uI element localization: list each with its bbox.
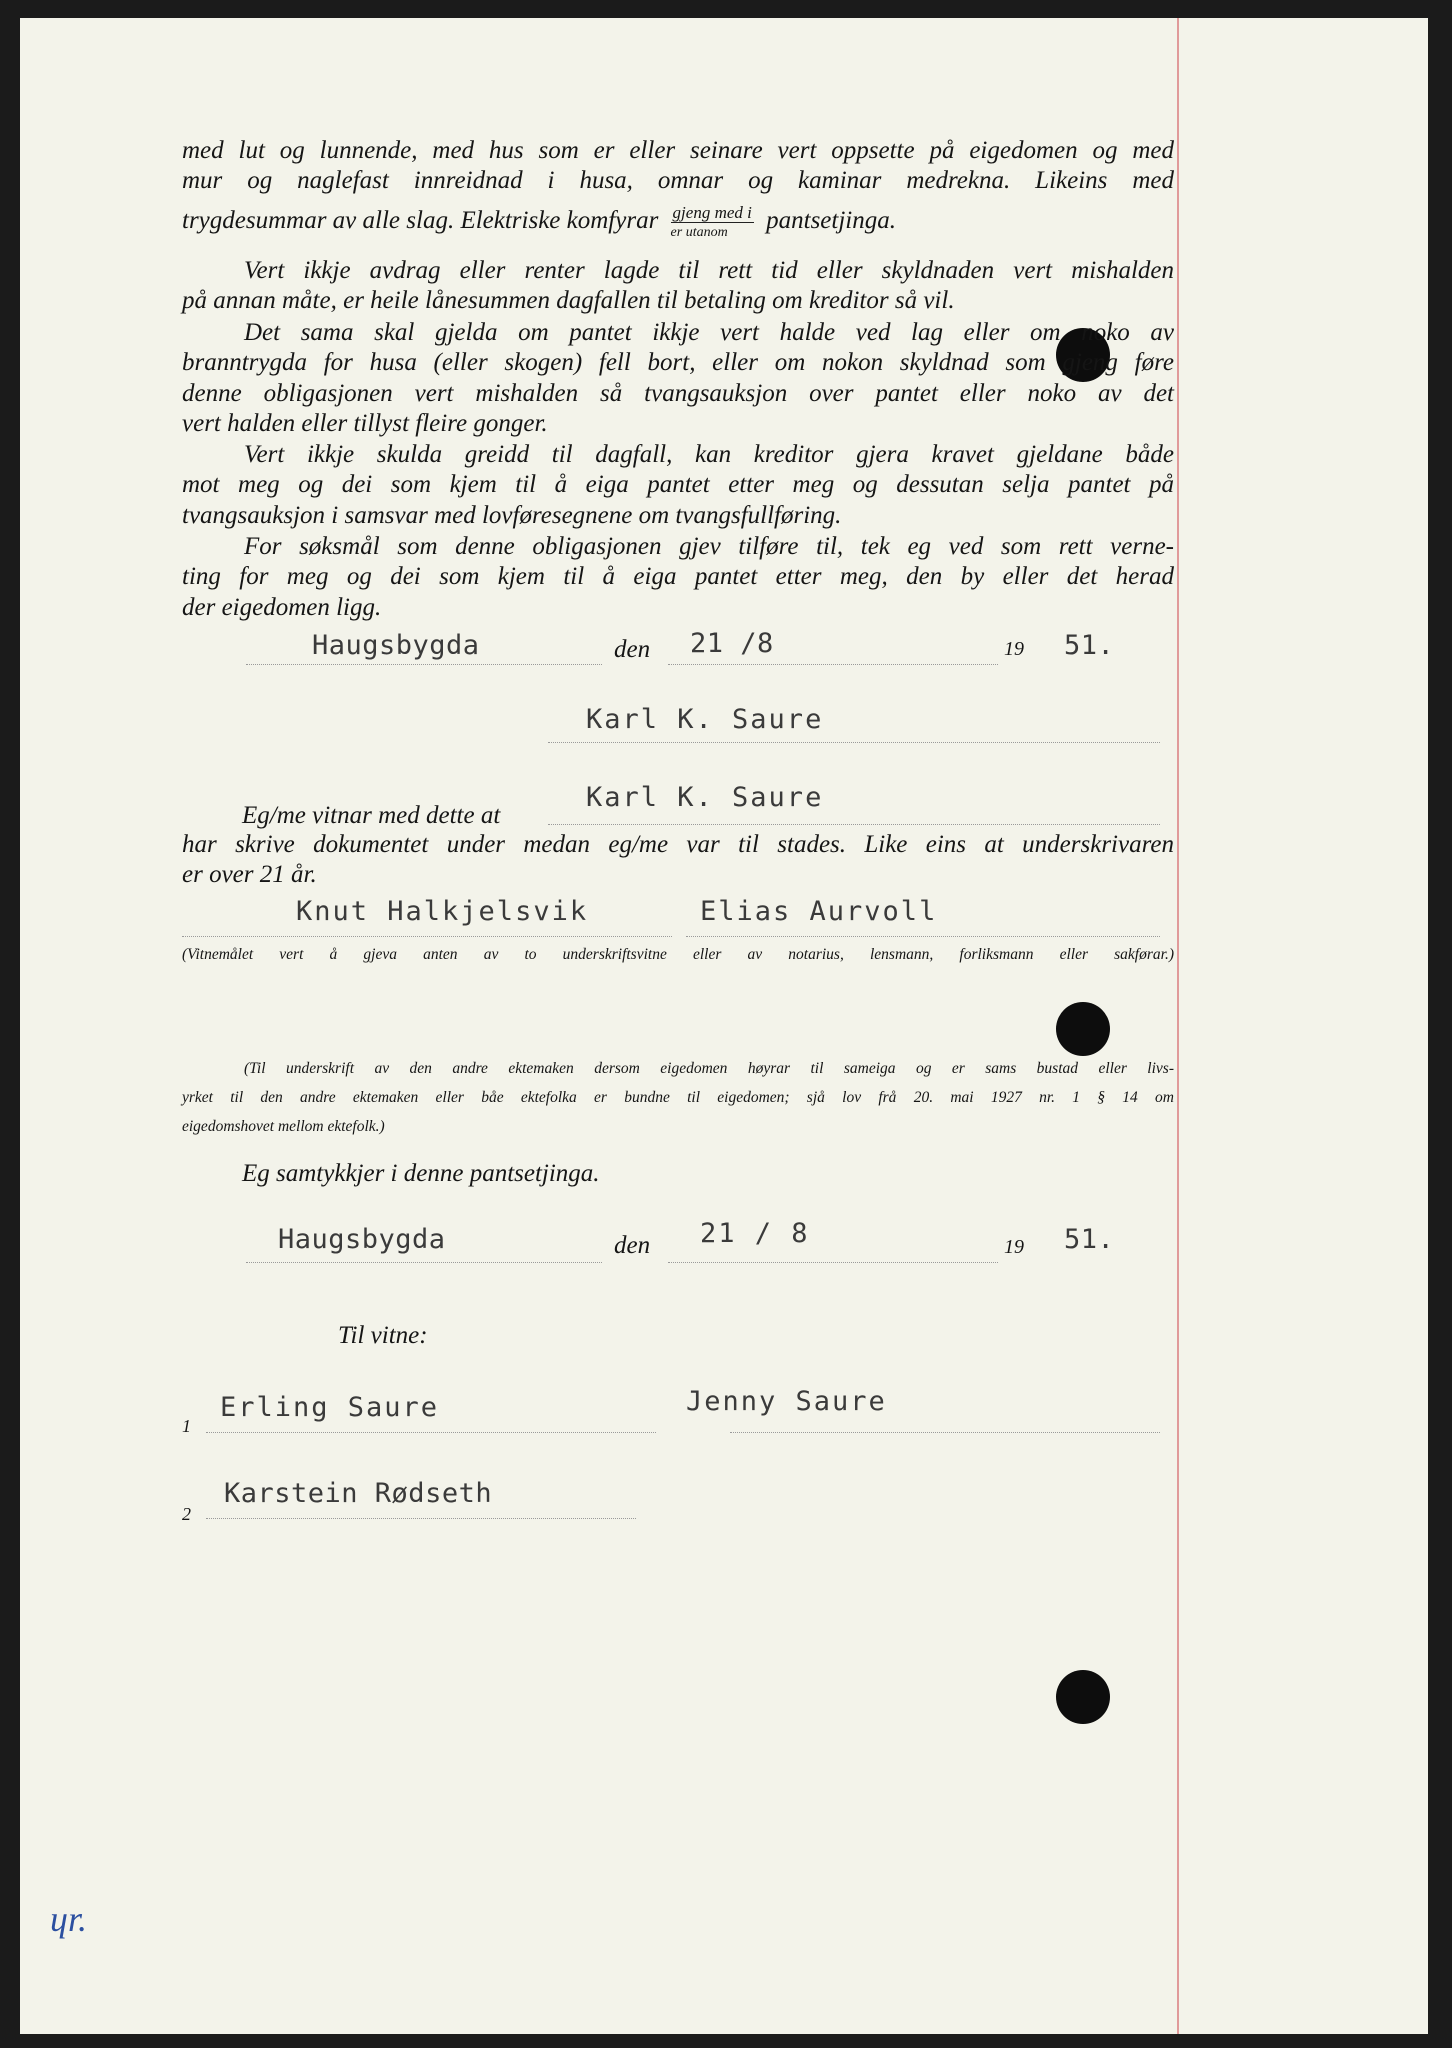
paragraph-2: Vert ikkje avdrag eller renter lagde til rett tid eller skyldnaden vert mishalden på annan måte, er heile lånesummen dagfallen til betaling om kreditor så vil. (182, 257, 1174, 315)
spouse-signature: Jenny Saure (686, 1386, 887, 1417)
year-2: 51. (1064, 1224, 1115, 1255)
punch-hole (1056, 1002, 1110, 1056)
margin-line (1177, 18, 1179, 2034)
consent-line: Eg samtykkjer i denne pantsetjinga. (242, 1160, 600, 1187)
witness-2-signature: Elias Aurvoll (700, 896, 938, 927)
witnessed-name: Karl K. Saure (586, 782, 824, 813)
handwritten-initials: ɥr. (50, 1899, 88, 1939)
paragraph-5: For søksmål som denne obligasjonen gjev tilføre til, tek eg ved som rett verne- ting for meg og dei som kjem til å eiga pantet etter meg, den by eller det herad der eigedomen ligg. (182, 533, 1174, 621)
date-2: 21 / 8 (700, 1218, 810, 1249)
date-1: 21 /8 (690, 628, 774, 659)
place-2: Haugsbygda (278, 1224, 446, 1255)
document-page: med lut og lunnende, med hus som er eller seinare vert oppsette på eigedomen og med mur og naglefast innreidnad i husa, omnar og kaminar medrekna. Likeins med trygdesummar av alle slag. Elektriske komfyrar $\frac{\text{gjeng med i}}{\text{er utanom}}$ pantsetjinga. Vert ikkje avdrag eller renter lagde til rett tid eller skyldnaden vert mishalden på annan måte, er heile lånesummen dagfallen til betaling om kreditor så vil. Det sama skal gjelda om pantet ikkje vert halde ved lag eller om noko av branntrygda for husa (eller skogen) fell bort, eller om nokon skyldnad som gjeng føre denne obligasjonen vert mishalden så tvangsauksjon over pantet eller noko av det vert halden eller tillyst fleire gonger. Vert ikkje skulda greidd til dagfall, kan kreditor gjera kravet gjeldane både mot meg og dei som kjem til å eiga pantet etter meg og dessutan selja pantet på tvangsauksjon i samsvar med lovføresegnene om tvangsfullføring. For søksmål som denne obligasjonen gjev tilføre til, tek eg ved som rett verne- ting for meg og dei som kjem til å eiga pantet etter meg, den by eller det herad der eigedomen ligg. Haugsbygda den 21 /8 19 51. Karl K. Saure Eg/me vitnar med dette at Karl K. Saure har skrive dokumentet under medan eg/me var til stades. Like eins at underskrivaren er over 21 år. Knut Halkjelsvik Elias Aurvoll (Vitnemålet vert å gjeva anten av to underskriftsvitne eller av notarius, lensmann, forliksmann eller sakførar.) (Til underskrift av den andre ektemaken dersom eigedomen høyrar til sameiga og er sams bustad eller livs- yrket til den andre ektemaken eller båe ektefolka er bundne til eigedomen; sjå lov frå 20. mai 1927 nr. 1 § 14 om eigedomshovet mellom ektefolk.) Eg samtykkjer i denne pantsetjinga. Haugsbygda den 21 / 8 19 51. Til vitne: 1 Erling Saure Jenny Saure 2 Karstein Rødseth ɥr. (20, 18, 1428, 2034)
year-1: 51. (1064, 630, 1115, 661)
witness-note: (Vitnemålet vert å gjeva anten av to underskriftsvitne eller av notarius, lensmann, forliksmann eller sakførar.) (182, 946, 1174, 963)
consent-witness-1: Erling Saure (220, 1392, 440, 1423)
paragraph-1: med lut og lunnende, med hus som er eller seinare vert oppsette på eigedomen og med mur og naglefast innreidnad i husa, omnar og kaminar medrekna. Likeins med trygdesummar av alle slag. Elektriske komfyrar $\frac{\text{gjeng med i}}{\text{er utanom}}$ pantsetjinga. (182, 137, 1174, 240)
paragraph-4: Vert ikkje skulda greidd til dagfall, kan kreditor gjera kravet gjeldane både mot meg og dei som kjem til å eiga pantet etter meg og dessutan selja pantet på tvangsauksjon i samsvar med lovføresegnene om tvangsfullføring. (182, 441, 1174, 529)
consent-witness-2: Karstein Rødseth (224, 1478, 493, 1509)
debtor-signature: Karl K. Saure (586, 704, 824, 735)
to-witnesses-label: Til vitne: (338, 1322, 428, 1349)
punch-hole (1056, 1670, 1110, 1724)
place-1: Haugsbygda (312, 630, 480, 661)
paragraph-3: Det sama skal gjelda om pantet ikkje vert halde ved lag eller om noko av branntrygda for husa (eller skogen) fell bort, eller om nokon skyldnad som gjeng føre denne obligasjonen vert mishalden så tvangsauksjon over pantet eller noko av det vert halden eller tillyst fleire gonger. (182, 319, 1174, 437)
fraction-option: $\frac{\text{gjeng med i}}{\text{er utanom}}$ (670, 202, 752, 240)
witness-1-signature: Knut Halkjelsvik (296, 896, 589, 927)
witness-statement: har skrive dokumentet under medan eg/me var til stades. Like eins at underskrivaren er over 21 år. (182, 831, 1174, 889)
spouse-note: (Til underskrift av den andre ektemaken dersom eigedomen høyrar til sameiga og er sams bustad eller livs- yrket til den andre ektemaken eller båe ektefolka er bundne til eigedomen; sjå lov frå 20. mai 1927 nr. 1 § 14 om eigedomshovet mellom ektefolk.) (182, 1060, 1174, 1135)
